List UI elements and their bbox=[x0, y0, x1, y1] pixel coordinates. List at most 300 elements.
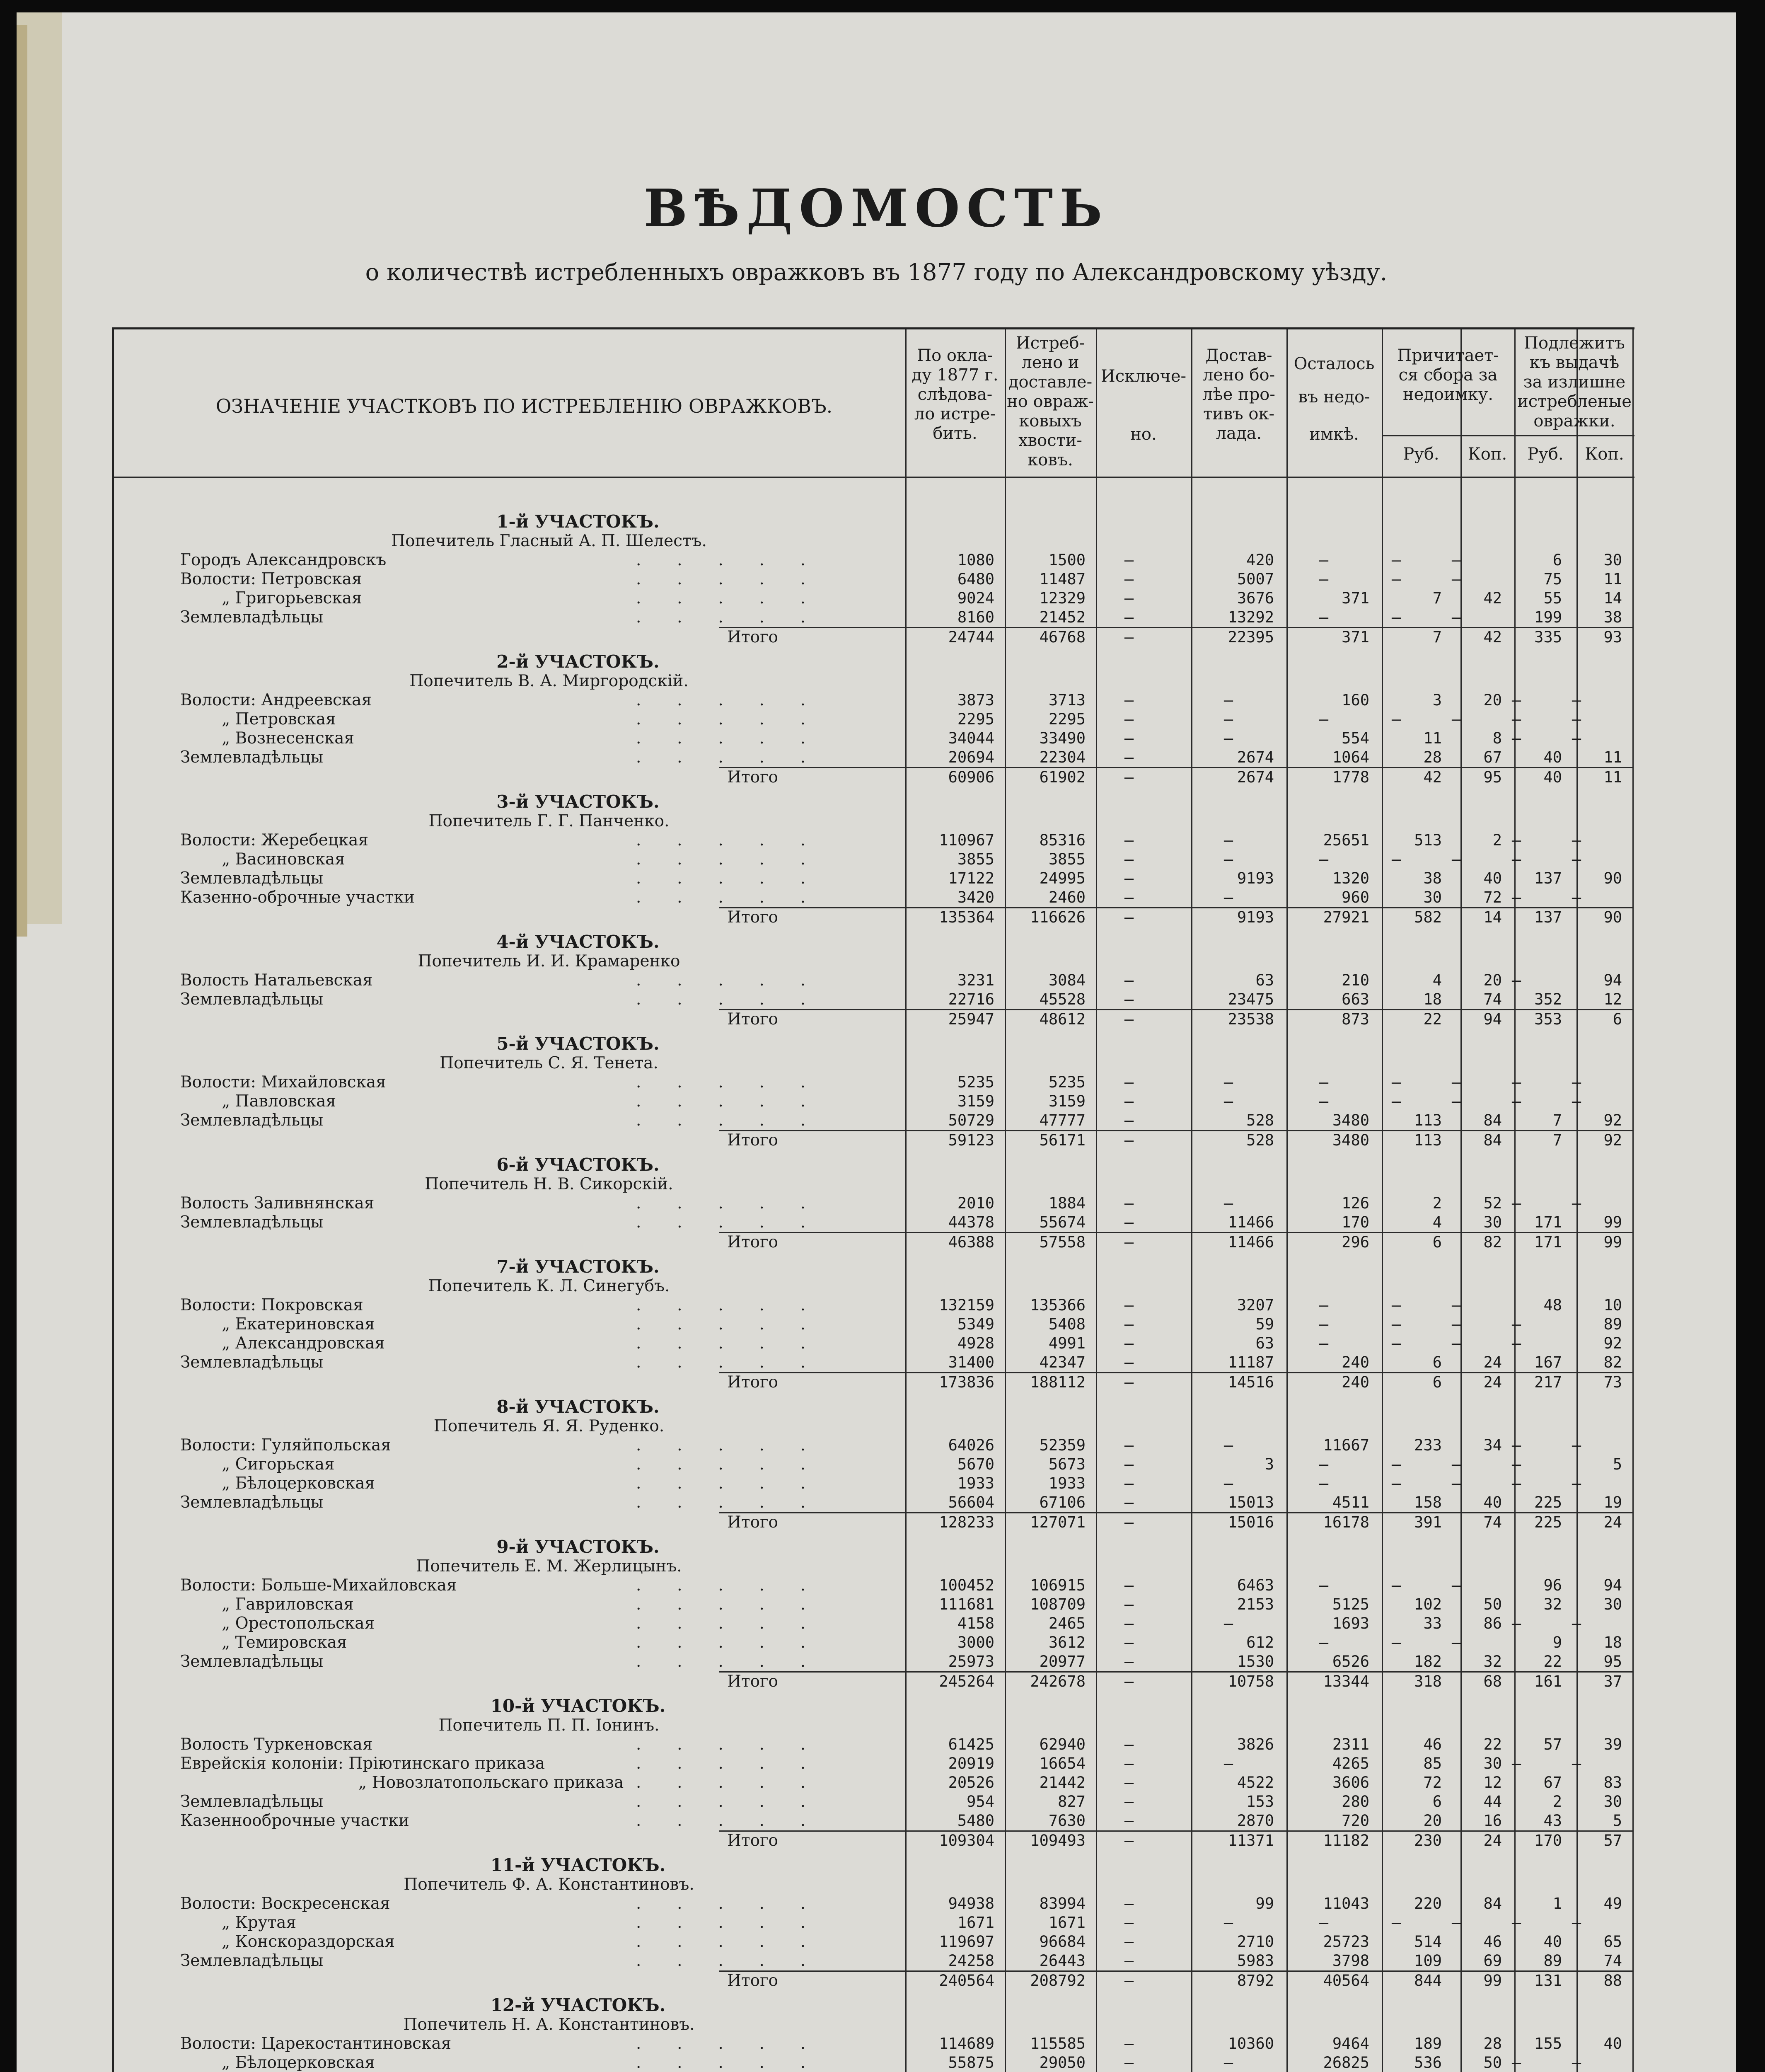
row-9-3-pay-rub: — bbox=[1511, 1615, 1521, 1632]
row-4-1-pay-kop: 94 bbox=[1603, 971, 1622, 989]
total-11-pay-kop: 88 bbox=[1603, 1972, 1622, 1990]
row-7-3-due-rub: — bbox=[1391, 1334, 1401, 1352]
row-3-4-excluded: — bbox=[1124, 888, 1134, 906]
row-5-3-pay-rub: 7 bbox=[1552, 1111, 1562, 1129]
row-label: „ Сигорьская bbox=[222, 1455, 335, 1474]
row-8-2-excluded: — bbox=[1124, 1455, 1134, 1473]
total-2-remaining: 1778 bbox=[1332, 768, 1369, 786]
row-8-3-excluded: — bbox=[1124, 1474, 1134, 1492]
row-3-1-pay-kop: — bbox=[1572, 831, 1581, 849]
row-3-3-remaining: 1320 bbox=[1332, 869, 1369, 887]
row-5-3-pay-kop: 92 bbox=[1603, 1111, 1622, 1129]
total-9-due-rub: 318 bbox=[1414, 1673, 1442, 1690]
row-9-4-excluded: — bbox=[1124, 1634, 1134, 1651]
row-10-3-excluded: — bbox=[1124, 1774, 1134, 1791]
row-11-1-quota: 94938 bbox=[948, 1895, 994, 1912]
row-3-4-quota: 3420 bbox=[957, 888, 994, 906]
row-9-3-due-rub: 33 bbox=[1423, 1615, 1442, 1632]
header-remaining-3: имкѣ. bbox=[1309, 425, 1359, 444]
row-1-4-pay-rub: 199 bbox=[1534, 608, 1562, 626]
row-label: Волости: Царекостантиновская bbox=[180, 2034, 452, 2053]
row-dots: . . . . . bbox=[636, 691, 806, 709]
section-trustee-12: Попечитель Н. А. Константиновъ. bbox=[403, 2015, 695, 2034]
row-dots: . . . . . bbox=[636, 729, 806, 748]
row-12-1-excluded: — bbox=[1124, 2035, 1134, 2053]
section-title-9: 9-й УЧАСТОКЪ. bbox=[496, 1537, 660, 1557]
row-1-3-due-rub: 7 bbox=[1432, 589, 1442, 607]
section-trustee-2: Попечитель В. А. Миргородскій. bbox=[409, 672, 689, 690]
row-7-4-pay-rub: 167 bbox=[1534, 1353, 1562, 1371]
row-5-3-due-rub: 113 bbox=[1414, 1111, 1442, 1129]
row-dots: . . . . . bbox=[636, 551, 806, 569]
report-table bbox=[112, 327, 1634, 2072]
row-3-1-due-kop: 2 bbox=[1492, 831, 1502, 849]
row-8-2-due-rub: — bbox=[1391, 1455, 1401, 1473]
row-dots: . . . . . bbox=[636, 1194, 806, 1213]
row-8-2-over-quota: 3 bbox=[1265, 1455, 1274, 1473]
total-10-due-kop: 24 bbox=[1483, 1832, 1502, 1849]
row-11-3-due-kop: 46 bbox=[1483, 1933, 1502, 1951]
row-1-3-over-quota: 3676 bbox=[1237, 589, 1274, 607]
row-7-3-over-quota: 63 bbox=[1255, 1334, 1274, 1352]
total-2-due-kop: 95 bbox=[1483, 768, 1502, 786]
total-3-due-kop: 14 bbox=[1483, 908, 1502, 926]
total-1-quota: 24744 bbox=[948, 628, 994, 646]
total-6-due-kop: 82 bbox=[1483, 1233, 1502, 1251]
row-dots: . . . . . bbox=[636, 850, 806, 869]
row-6-1-pay-rub: — bbox=[1511, 1194, 1521, 1212]
row-7-4-over-quota: 11187 bbox=[1228, 1353, 1274, 1371]
row-2-3-quota: 34044 bbox=[948, 729, 994, 747]
total-4-over-quota: 23538 bbox=[1228, 1010, 1274, 1028]
row-5-1-over-quota: — bbox=[1223, 1073, 1233, 1091]
row-11-2-pay-kop: — bbox=[1572, 1914, 1581, 1932]
total-11-remaining: 40564 bbox=[1323, 1972, 1369, 1990]
row-9-2-destroyed: 108709 bbox=[1030, 1595, 1086, 1613]
row-dots: . . . . . bbox=[636, 710, 806, 729]
row-11-4-over-quota: 5983 bbox=[1237, 1952, 1274, 1970]
row-5-3-quota: 50729 bbox=[948, 1111, 994, 1129]
total-4-destroyed: 48612 bbox=[1039, 1010, 1086, 1028]
row-1-1-quota: 1080 bbox=[957, 551, 994, 569]
row-9-4-due-rub: — bbox=[1391, 1634, 1401, 1651]
total-11-excluded: — bbox=[1124, 1972, 1134, 1990]
row-12-2-over-quota: — bbox=[1223, 2054, 1233, 2072]
row-label: „ Петровская bbox=[222, 710, 336, 729]
row-dots: . . . . . bbox=[636, 2053, 806, 2072]
total-11-over-quota: 8792 bbox=[1237, 1972, 1274, 1990]
total-11-pay-rub: 131 bbox=[1534, 1972, 1562, 1990]
row-7-4-destroyed: 42347 bbox=[1039, 1353, 1086, 1371]
row-7-4-quota: 31400 bbox=[948, 1353, 994, 1371]
row-8-3-pay-kop: — bbox=[1572, 1474, 1581, 1492]
row-3-1-destroyed: 85316 bbox=[1039, 831, 1086, 849]
total-2-destroyed: 61902 bbox=[1039, 768, 1086, 786]
row-7-3-pay-rub: — bbox=[1511, 1334, 1521, 1352]
row-1-2-due-rub: — bbox=[1391, 570, 1401, 588]
row-1-4-remaining: — bbox=[1319, 608, 1329, 626]
row-10-1-due-kop: 22 bbox=[1483, 1736, 1502, 1753]
total-2-pay-rub: 40 bbox=[1543, 768, 1562, 786]
row-dots: . . . . . bbox=[636, 1493, 806, 1512]
total-11-quota: 240564 bbox=[939, 1972, 994, 1990]
row-1-1-due-kop: — bbox=[1451, 551, 1461, 569]
row-1-2-destroyed: 11487 bbox=[1039, 570, 1086, 588]
section-title-8: 8-й УЧАСТОКЪ. bbox=[496, 1397, 660, 1417]
row-9-3-due-kop: 86 bbox=[1483, 1615, 1502, 1632]
row-label: Волость Туркеновская bbox=[180, 1735, 373, 1754]
total-6-destroyed: 57558 bbox=[1039, 1233, 1086, 1251]
total-4-pay-rub: 353 bbox=[1534, 1010, 1562, 1028]
row-6-2-due-kop: 30 bbox=[1483, 1213, 1502, 1231]
row-2-3-excluded: — bbox=[1124, 729, 1134, 747]
row-3-1-excluded: — bbox=[1124, 831, 1134, 849]
row-10-2-due-kop: 30 bbox=[1483, 1755, 1502, 1772]
row-3-1-pay-rub: — bbox=[1511, 831, 1521, 849]
total-9-quota: 245264 bbox=[939, 1673, 994, 1690]
row-9-1-pay-rub: 96 bbox=[1543, 1576, 1562, 1594]
total-5-destroyed: 56171 bbox=[1039, 1131, 1086, 1149]
section-title-6: 6-й УЧАСТОКЪ. bbox=[496, 1155, 660, 1175]
row-11-3-due-rub: 514 bbox=[1414, 1933, 1442, 1951]
row-label: „ Павловская bbox=[222, 1092, 336, 1111]
row-10-3-remaining: 3606 bbox=[1332, 1774, 1369, 1791]
row-9-1-over-quota: 6463 bbox=[1237, 1576, 1274, 1594]
total-2-excluded: — bbox=[1124, 768, 1134, 786]
row-12-2-pay-kop: — bbox=[1572, 2054, 1581, 2072]
row-12-1-due-kop: 28 bbox=[1483, 2035, 1502, 2053]
total-5-quota: 59123 bbox=[948, 1131, 994, 1149]
row-4-2-due-rub: 18 bbox=[1423, 990, 1442, 1008]
row-10-4-due-rub: 6 bbox=[1432, 1793, 1442, 1811]
row-8-2-destroyed: 5673 bbox=[1048, 1455, 1086, 1473]
row-8-3-quota: 1933 bbox=[957, 1474, 994, 1492]
row-9-1-remaining: — bbox=[1319, 1576, 1329, 1594]
header-excluded-2: но. bbox=[1130, 425, 1157, 444]
total-2-pay-kop: 11 bbox=[1603, 768, 1622, 786]
row-10-3-pay-rub: 67 bbox=[1543, 1774, 1562, 1791]
row-11-4-excluded: — bbox=[1124, 1952, 1134, 1970]
row-4-1-over-quota: 63 bbox=[1255, 971, 1274, 989]
row-2-4-due-rub: 28 bbox=[1423, 748, 1442, 766]
total-2-over-quota: 2674 bbox=[1237, 768, 1274, 786]
row-1-3-pay-kop: 14 bbox=[1603, 589, 1622, 607]
binding-spine bbox=[17, 25, 27, 937]
row-1-3-quota: 9024 bbox=[957, 589, 994, 607]
row-7-4-due-kop: 24 bbox=[1483, 1353, 1502, 1371]
row-11-2-due-rub: — bbox=[1391, 1914, 1401, 1932]
row-7-2-due-kop: — bbox=[1451, 1315, 1461, 1333]
row-9-4-over-quota: 612 bbox=[1246, 1634, 1274, 1651]
row-8-3-pay-rub: — bbox=[1511, 1474, 1521, 1492]
row-7-1-due-rub: — bbox=[1391, 1296, 1401, 1314]
total-5-pay-rub: 7 bbox=[1552, 1131, 1562, 1149]
row-2-3-due-kop: 8 bbox=[1492, 729, 1502, 747]
row-label: „ Гавриловская bbox=[222, 1595, 354, 1614]
total-5-due-rub: 113 bbox=[1414, 1131, 1442, 1149]
row-label: Волости: Петровская bbox=[180, 570, 362, 588]
total-5-remaining: 3480 bbox=[1332, 1131, 1369, 1149]
row-dots: . . . . . bbox=[636, 1111, 806, 1130]
row-9-3-remaining: 1693 bbox=[1332, 1615, 1369, 1632]
total-1-due-rub: 7 bbox=[1432, 628, 1442, 646]
total-7-pay-rub: 217 bbox=[1534, 1373, 1562, 1391]
row-11-1-over-quota: 99 bbox=[1255, 1895, 1274, 1912]
section-trustee-8: Попечитель Я. Я. Руденко. bbox=[433, 1417, 665, 1435]
row-11-2-excluded: — bbox=[1124, 1914, 1134, 1932]
row-8-1-destroyed: 52359 bbox=[1039, 1436, 1086, 1454]
row-label: „ Екатериновская bbox=[222, 1315, 375, 1334]
row-dots: . . . . . bbox=[636, 748, 806, 767]
row-5-2-destroyed: 3159 bbox=[1048, 1092, 1086, 1110]
row-label: Землевладѣльцы bbox=[180, 1111, 324, 1130]
itogo-label: Итого bbox=[727, 1233, 778, 1251]
header-by-quota: По окла- ду 1877 г. слѣдова- ло истре- бить. bbox=[912, 346, 999, 443]
total-2-due-rub: 42 bbox=[1423, 768, 1442, 786]
row-10-3-over-quota: 4522 bbox=[1237, 1774, 1274, 1791]
row-7-3-remaining: — bbox=[1319, 1334, 1329, 1352]
row-8-2-quota: 5670 bbox=[957, 1455, 994, 1473]
row-10-5-due-rub: 20 bbox=[1423, 1812, 1442, 1830]
row-label: „ Вознесенская bbox=[222, 729, 355, 748]
row-11-1-pay-kop: 49 bbox=[1603, 1895, 1622, 1912]
row-12-2-remaining: 26825 bbox=[1323, 2054, 1369, 2072]
section-trustee-1: Попечитель Гласный А. П. Шелестъ. bbox=[391, 532, 707, 550]
row-8-1-excluded: — bbox=[1124, 1436, 1134, 1454]
row-12-2-quota: 55875 bbox=[948, 2054, 994, 2072]
row-3-4-pay-kop: — bbox=[1572, 888, 1581, 906]
row-4-2-pay-rub: 352 bbox=[1534, 990, 1562, 1008]
row-10-3-pay-kop: 83 bbox=[1603, 1774, 1622, 1791]
total-11-due-kop: 99 bbox=[1483, 1972, 1502, 1990]
section-title-5: 5-й УЧАСТОКЪ. bbox=[496, 1034, 660, 1054]
row-9-1-excluded: — bbox=[1124, 1576, 1134, 1594]
header-excluded: Исключе- bbox=[1100, 367, 1187, 386]
total-1-due-kop: 42 bbox=[1483, 628, 1502, 646]
row-7-2-pay-rub: — bbox=[1511, 1315, 1521, 1333]
row-9-2-pay-rub: 32 bbox=[1543, 1595, 1562, 1613]
row-label: Землевладѣльцы bbox=[180, 1213, 324, 1232]
row-7-4-pay-kop: 82 bbox=[1603, 1353, 1622, 1371]
row-label: Землевладѣльцы bbox=[180, 1792, 324, 1811]
row-5-2-remaining: — bbox=[1319, 1092, 1329, 1110]
section-title-11: 11-й УЧАСТОКЪ. bbox=[490, 1855, 666, 1875]
row-5-2-pay-rub: — bbox=[1511, 1092, 1521, 1110]
row-5-3-excluded: — bbox=[1124, 1111, 1134, 1129]
row-11-2-due-kop: — bbox=[1451, 1914, 1461, 1932]
row-3-4-over-quota: — bbox=[1223, 888, 1233, 906]
row-3-3-due-rub: 38 bbox=[1423, 869, 1442, 887]
row-10-4-quota: 954 bbox=[967, 1793, 994, 1811]
row-1-4-due-rub: — bbox=[1391, 608, 1401, 626]
row-label: „ Бѣлоцерковская bbox=[222, 2053, 375, 2072]
row-2-4-remaining: 1064 bbox=[1332, 748, 1369, 766]
row-label: Волость Заливнянская bbox=[180, 1194, 375, 1213]
row-10-2-pay-rub: — bbox=[1511, 1755, 1521, 1772]
row-2-4-pay-rub: 40 bbox=[1543, 748, 1562, 766]
total-1-excluded: — bbox=[1124, 628, 1134, 646]
row-2-2-pay-rub: — bbox=[1511, 710, 1521, 728]
row-3-1-quota: 110967 bbox=[939, 831, 994, 849]
row-9-3-destroyed: 2465 bbox=[1048, 1615, 1086, 1632]
document-subtitle: о количествѣ истребленныхъ овражковъ въ 1877 году по Александровскому уѣзду. bbox=[365, 259, 1388, 286]
row-2-2-quota: 2295 bbox=[957, 710, 994, 728]
row-1-1-pay-rub: 6 bbox=[1552, 551, 1562, 569]
row-3-2-pay-rub: — bbox=[1511, 850, 1521, 868]
row-label: Землевладѣльцы bbox=[180, 1951, 324, 1970]
total-10-excluded: — bbox=[1124, 1832, 1134, 1849]
row-7-3-destroyed: 4991 bbox=[1048, 1334, 1086, 1352]
row-2-2-due-rub: — bbox=[1391, 710, 1401, 728]
total-11-destroyed: 208792 bbox=[1030, 1972, 1086, 1990]
row-10-1-pay-rub: 57 bbox=[1543, 1736, 1562, 1753]
row-9-2-quota: 111681 bbox=[939, 1595, 994, 1613]
row-6-2-pay-rub: 171 bbox=[1534, 1213, 1562, 1231]
row-7-1-destroyed: 135366 bbox=[1030, 1296, 1086, 1314]
row-9-3-excluded: — bbox=[1124, 1615, 1134, 1632]
row-dots: . . . . . bbox=[636, 1913, 806, 1932]
total-6-pay-kop: 99 bbox=[1603, 1233, 1622, 1251]
row-5-3-due-kop: 84 bbox=[1483, 1111, 1502, 1129]
row-2-4-over-quota: 2674 bbox=[1237, 748, 1274, 766]
row-8-4-over-quota: 15013 bbox=[1228, 1493, 1274, 1511]
row-4-2-remaining: 663 bbox=[1342, 990, 1369, 1008]
row-11-1-remaining: 11043 bbox=[1323, 1895, 1369, 1912]
row-label: Землевладѣльцы bbox=[180, 869, 324, 888]
row-label: Землевладѣльцы bbox=[180, 608, 324, 627]
row-7-1-over-quota: 3207 bbox=[1237, 1296, 1274, 1314]
row-2-1-over-quota: — bbox=[1223, 691, 1233, 709]
row-dots: . . . . . bbox=[636, 2034, 806, 2053]
row-2-2-remaining: — bbox=[1319, 710, 1329, 728]
total-5-excluded: — bbox=[1124, 1131, 1134, 1149]
total-6-over-quota: 11466 bbox=[1228, 1233, 1274, 1251]
row-11-4-remaining: 3798 bbox=[1332, 1952, 1369, 1970]
row-2-4-pay-kop: 11 bbox=[1603, 748, 1622, 766]
row-7-1-excluded: — bbox=[1124, 1296, 1134, 1314]
itogo-label: Итого bbox=[727, 1971, 778, 1990]
row-4-1-due-kop: 20 bbox=[1483, 971, 1502, 989]
row-5-2-over-quota: — bbox=[1223, 1092, 1233, 1110]
row-1-1-pay-kop: 30 bbox=[1603, 551, 1622, 569]
total-7-remaining: 240 bbox=[1342, 1373, 1369, 1391]
row-7-3-due-kop: — bbox=[1451, 1334, 1461, 1352]
row-label: Волости: Больше-Михайловская bbox=[180, 1576, 457, 1595]
row-dots: . . . . . bbox=[636, 869, 806, 888]
row-3-2-excluded: — bbox=[1124, 850, 1134, 868]
row-8-3-remaining: — bbox=[1319, 1474, 1329, 1492]
row-9-5-due-rub: 182 bbox=[1414, 1653, 1442, 1670]
row-5-1-quota: 5235 bbox=[957, 1073, 994, 1091]
row-1-2-pay-rub: 75 bbox=[1543, 570, 1562, 588]
row-2-3-due-rub: 11 bbox=[1423, 729, 1442, 747]
row-12-1-remaining: 9464 bbox=[1332, 2035, 1369, 2053]
row-6-1-due-kop: 52 bbox=[1483, 1194, 1502, 1212]
row-9-2-excluded: — bbox=[1124, 1595, 1134, 1613]
row-3-4-destroyed: 2460 bbox=[1048, 888, 1086, 906]
row-label: Землевладѣльцы bbox=[180, 1493, 324, 1512]
row-3-2-due-rub: — bbox=[1391, 850, 1401, 868]
row-9-5-pay-kop: 95 bbox=[1603, 1653, 1622, 1670]
row-dots: . . . . . bbox=[636, 1436, 806, 1455]
row-3-3-excluded: — bbox=[1124, 869, 1134, 887]
total-9-pay-kop: 37 bbox=[1603, 1673, 1622, 1690]
row-11-3-remaining: 25723 bbox=[1323, 1933, 1369, 1951]
row-7-2-excluded: — bbox=[1124, 1315, 1134, 1333]
row-4-1-pay-rub: — bbox=[1511, 971, 1521, 989]
total-9-excluded: — bbox=[1124, 1673, 1134, 1690]
row-10-5-pay-rub: 43 bbox=[1543, 1812, 1562, 1830]
row-dots: . . . . . bbox=[636, 1792, 806, 1811]
section-trustee-4: Попечитель И. И. Крамаренко bbox=[418, 952, 680, 971]
total-9-over-quota: 10758 bbox=[1228, 1673, 1274, 1690]
row-dots: . . . . . bbox=[636, 570, 806, 588]
total-10-destroyed: 109493 bbox=[1030, 1832, 1086, 1849]
row-8-4-pay-rub: 225 bbox=[1534, 1493, 1562, 1511]
header-name: ОЗНАЧЕНІЕ УЧАСТКОВЪ ПО ИСТРЕБЛЕНІЮ ОВРАЖКОВЪ. bbox=[215, 395, 833, 417]
row-11-4-due-kop: 69 bbox=[1483, 1952, 1502, 1970]
total-6-pay-rub: 171 bbox=[1534, 1233, 1562, 1251]
row-dots: . . . . . bbox=[636, 1932, 806, 1951]
row-label: Волости: Андреевская bbox=[180, 691, 372, 709]
row-label: Казеннооброчные участки bbox=[180, 1811, 409, 1830]
row-label: „ Новозлатопольскаго приказа bbox=[358, 1773, 624, 1792]
header-due: Причитает- ся сбора за недоимку. bbox=[1397, 346, 1499, 404]
row-label: Волости: Жеребецкая bbox=[180, 831, 369, 850]
row-8-3-due-kop: — bbox=[1451, 1474, 1461, 1492]
row-9-5-over-quota: 1530 bbox=[1237, 1653, 1274, 1670]
row-7-1-remaining: — bbox=[1319, 1296, 1329, 1314]
row-6-1-remaining: 126 bbox=[1342, 1194, 1369, 1212]
row-dots: . . . . . bbox=[636, 1894, 806, 1913]
row-3-4-remaining: 960 bbox=[1342, 888, 1369, 906]
row-3-1-over-quota: — bbox=[1223, 831, 1233, 849]
row-11-4-quota: 24258 bbox=[948, 1952, 994, 1970]
row-dots: . . . . . bbox=[636, 1754, 806, 1773]
total-3-pay-rub: 137 bbox=[1534, 908, 1562, 926]
total-8-quota: 128233 bbox=[939, 1513, 994, 1531]
row-3-2-quota: 3855 bbox=[957, 850, 994, 868]
total-10-quota: 109304 bbox=[939, 1832, 994, 1849]
row-7-2-due-rub: — bbox=[1391, 1315, 1401, 1333]
row-2-3-remaining: 554 bbox=[1342, 729, 1369, 747]
row-12-2-due-rub: 536 bbox=[1414, 2054, 1442, 2072]
row-8-4-due-rub: 158 bbox=[1414, 1493, 1442, 1511]
total-7-excluded: — bbox=[1124, 1373, 1134, 1391]
row-10-5-destroyed: 7630 bbox=[1048, 1812, 1086, 1830]
row-10-2-over-quota: — bbox=[1223, 1755, 1233, 1772]
total-8-pay-kop: 24 bbox=[1603, 1513, 1622, 1531]
section-trustee-6: Попечитель Н. В. Сикорскій. bbox=[425, 1175, 673, 1193]
row-12-2-due-kop: 50 bbox=[1483, 2054, 1502, 2072]
row-2-3-destroyed: 33490 bbox=[1039, 729, 1086, 747]
row-2-1-pay-rub: — bbox=[1511, 691, 1521, 709]
total-9-destroyed: 242678 bbox=[1030, 1673, 1086, 1690]
row-1-2-remaining: — bbox=[1319, 570, 1329, 588]
row-label: Волости: Михайловская bbox=[180, 1073, 386, 1092]
total-3-remaining: 27921 bbox=[1323, 908, 1369, 926]
row-label: Землевладѣльцы bbox=[180, 990, 324, 1009]
row-5-2-excluded: — bbox=[1124, 1092, 1134, 1110]
row-6-2-excluded: — bbox=[1124, 1213, 1134, 1231]
total-1-pay-kop: 93 bbox=[1603, 628, 1622, 646]
row-10-1-excluded: — bbox=[1124, 1736, 1134, 1753]
header-over-quota: Достав- лено бо- лѣе про- тивъ ок- лада. bbox=[1202, 346, 1275, 443]
row-12-1-quota: 114689 bbox=[939, 2035, 994, 2053]
row-11-2-destroyed: 1671 bbox=[1048, 1914, 1086, 1932]
row-label: „ Васиновская bbox=[222, 850, 345, 869]
section-trustee-7: Попечитель К. Л. Синегубъ. bbox=[428, 1277, 670, 1295]
